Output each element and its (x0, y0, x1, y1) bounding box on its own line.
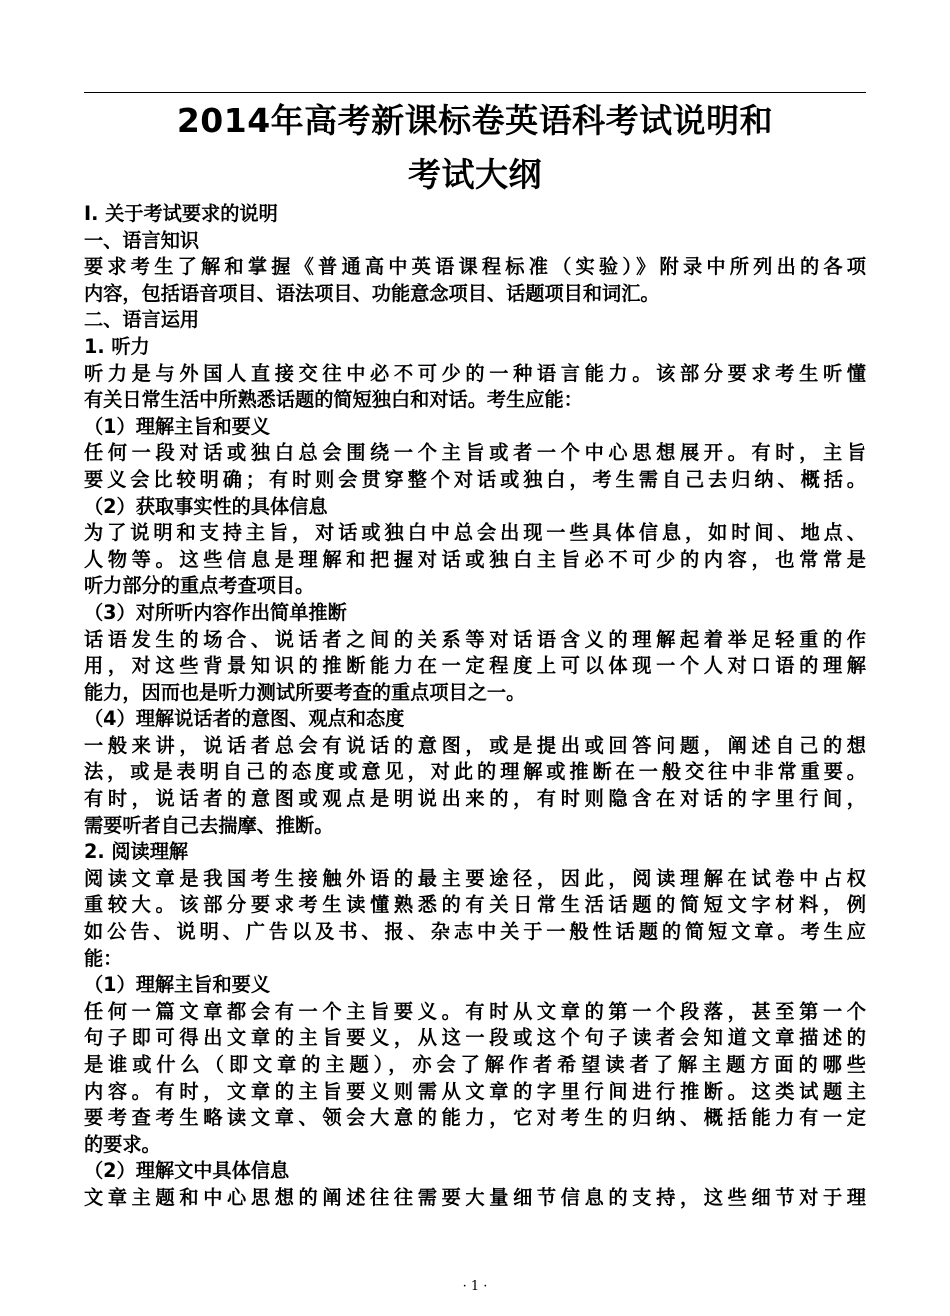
text-line: 听力是与外国人直接交往中必不可少的一种语言能力。该部分要求考生听懂 (84, 361, 866, 385)
page-number: · 1 · (462, 1279, 488, 1294)
text-line: 一、语言知识 (84, 228, 200, 252)
text-line: 法，或是表明自己的态度或意见，对此的理解或推断在一般交往中非常重要。 (84, 760, 866, 784)
text-line: 任何一篇文章都会有一个主旨要义。有时从文章的第一个段落，甚至第一个 (84, 999, 866, 1023)
text-line: 如公告、说明、广告以及书、报、杂志中关于一般性话题的简短文章。考生应 (84, 920, 866, 944)
document-title-line-1: 2014年高考新课标卷英语科考试说明和 (176, 101, 774, 140)
text-line: 1. 听力 (84, 334, 150, 358)
text-line: 要考查考生略读文章、领会大意的能力，它对考生的归纳、概括能力有一定 (84, 1106, 866, 1130)
text-line: （4）理解说话者的意图、观点和态度 (84, 707, 405, 731)
text-line: 要求考生了解和掌握《普通高中英语课程标准（实验）》附录中所列出的各项 (84, 255, 866, 279)
text-line: 能： (84, 946, 123, 970)
document-title-line-2: 考试大纲 (408, 155, 542, 194)
text-line: 重较大。该部分要求考生读懂熟悉的有关日常生活话题的简短文字材料，例 (84, 893, 866, 917)
text-line: 任何一段对话或独白总会围绕一个主旨或者一个中心思想展开。有时，主旨 (84, 441, 866, 465)
header-rule (84, 92, 866, 93)
text-line: （3）对所听内容作出简单推断 (84, 600, 347, 624)
text-line: （1）理解主旨和要义 (84, 414, 271, 438)
text-line: 听力部分的重点考查项目。 (84, 574, 315, 598)
text-line: 内容。有时，文章的主旨要义则需从文章的字里行间进行推断。这类试题主 (84, 1079, 866, 1103)
body-text (84, 201, 866, 1212)
text-line: 话语发生的场合、说话者之间的关系等对话语含义的理解起着举足轻重的作 (84, 627, 866, 651)
text-line: （2）理解文中具体信息 (84, 1159, 290, 1183)
text-line: 需要听者自己去揣摩、推断。 (84, 813, 334, 837)
text-line: （2）获取事实性的具体信息 (84, 494, 328, 518)
text-line: 用，对这些背景知识的推断能力在一定程度上可以体现一个人对口语的理解 (84, 654, 866, 678)
text-line: 是谁或什么（即文章的主题），亦会了解作者希望读者了解主题方面的哪些 (84, 1053, 866, 1076)
text-line: 2. 阅读理解 (84, 840, 189, 864)
text-line: 的要求。 (84, 1132, 161, 1156)
text-line: 二、语言运用 (84, 308, 200, 332)
text-line: 能力，因而也是听力测试所要考查的重点项目之一。 (84, 680, 526, 704)
text-line: I. 关于考试要求的说明 (84, 202, 278, 225)
text-line: 内容，包括语音项目、语法项目、功能意念项目、话题项目和词汇。 (84, 281, 660, 305)
text-line: 有关日常生活中所熟悉话题的简短独白和对话。考生应能： (84, 388, 583, 412)
text-line: 人物等。这些信息是理解和把握对话或独白主旨必不可少的内容，也常常是 (84, 547, 866, 571)
text-line: 文章主题和中心思想的阐述往往需要大量细节信息的支持，这些细节对于理 (84, 1185, 866, 1209)
text-line: （1）理解主旨和要义 (84, 973, 271, 997)
text-line: 有时，说话者的意图或观点是明说出来的，有时则隐含在对话的字里行间， (84, 787, 866, 811)
text-line: 一般来讲，说话者总会有说话的意图，或是提出或回答问题，阐述自己的想 (84, 733, 866, 757)
text-line: 句子即可得出文章的主旨要义，从这一段或这个句子读者会知道文章描述的 (84, 1026, 866, 1050)
text-line: 阅读文章是我国考生接触外语的最主要途径，因此，阅读理解在试卷中占权 (84, 866, 866, 890)
text-line: 为了说明和支持主旨，对话或独白中总会出现一些具体信息，如时间、地点、 (84, 521, 866, 545)
text-line: 要义会比较明确；有时则会贯穿整个对话或独白，考生需自己去归纳、概括。 (84, 467, 866, 491)
